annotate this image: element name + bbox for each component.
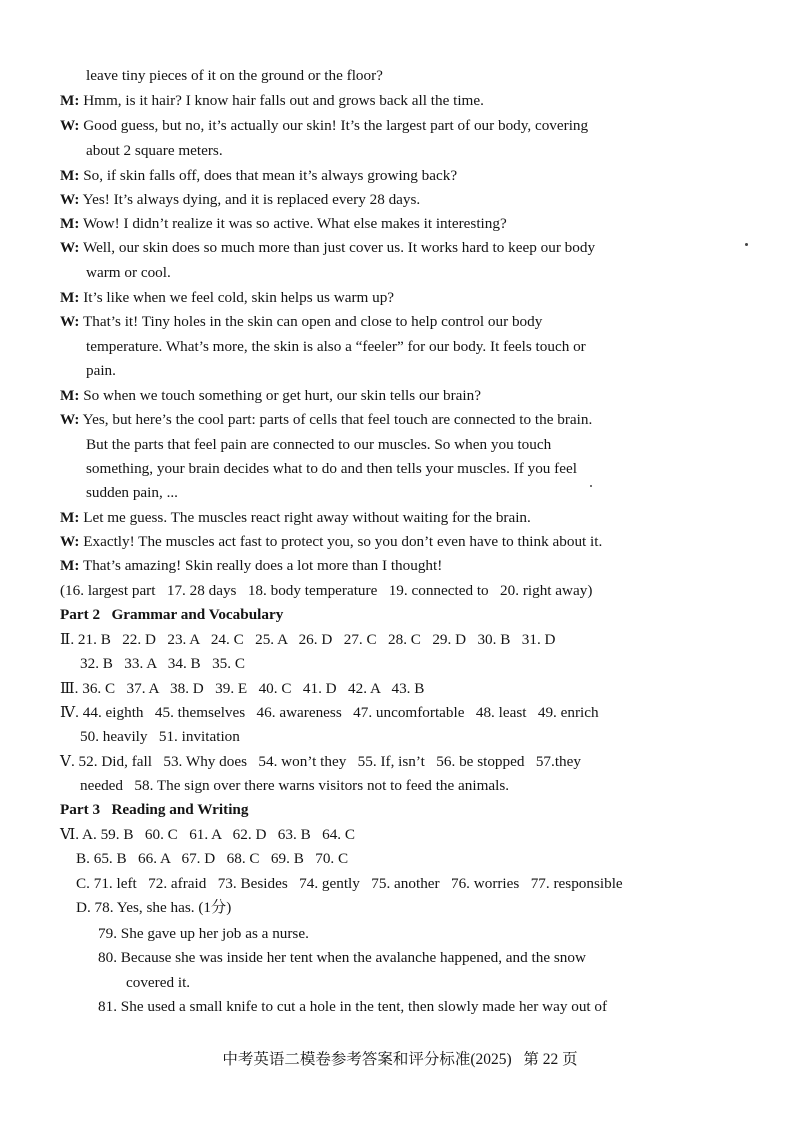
dialogue-line: M: Hmm, is it hair? I know hair falls out and grows back all the time. [60,92,484,109]
answer-line: covered it. [126,974,191,991]
dialogue-line: M: It’s like when we feel cold, skin helps us warm up? [60,289,395,306]
dialogue-line: pain. [86,362,116,379]
part3-heading: Part 3 Reading and Writing [60,801,249,818]
answer-line: Ⅴ. 52. Did, fall 53. Why does 54. won’t they 55. If, isn’t 56. be stopped 57.they [60,753,581,770]
dialogue-line: But the parts that feel pain are connected to our muscles. So when you touch [86,436,552,453]
answer-line: 79. She gave up her job as a nurse. [98,925,309,942]
dialogue-line: W: That’s it! Tiny holes in the skin can open and close to help control our body [60,313,543,330]
answer-line: 32. B 33. A 34. B 35. C [80,655,245,672]
dialogue-line: W: Well, our skin does so much more than just cover us. It works hard to keep our body [60,239,596,256]
dialogue-line: W: Exactly! The muscles act fast to protect you, so you don’t even have to think about it. [60,533,603,550]
dialogue-line: W: Yes! It’s always dying, and it is replaced every 28 days. [60,191,421,208]
answer-line: Ⅵ. A. 59. B 60. C 61. A 62. D 63. B 64. C [60,826,356,843]
answer-line: C. 71. left 72. afraid 73. Besides 74. gently 75. another 76. worries 77. responsible [76,875,623,892]
part2-heading: Part 2 Grammar and Vocabulary [60,606,284,623]
dialogue-line: W: Good guess, but no, it’s actually our skin! It’s the largest part of our body, covering [60,117,589,134]
dialogue-line: M: That’s amazing! Skin really does a lot more than I thought! [60,557,443,574]
scan-speck [590,485,592,487]
answer-line: Ⅱ. 21. B 22. D 23. A 24. C 25. A 26. D 27. C 28. C 29. D 30. B 31. D [60,631,556,648]
scan-speck [745,243,748,246]
dialogue-line: leave tiny pieces of it on the ground or the floor? [86,67,383,84]
answer-line: 50. heavily 51. invitation [80,728,240,745]
page-footer: 中考英语二模卷参考答案和评分标准(2025) 第 22 页 [222,1051,578,1068]
dialogue-line: sudden pain, ... [86,484,178,501]
answer-line: Ⅲ. 36. C 37. A 38. D 39. E 40. C 41. D 42. A 43. B [60,680,425,697]
answer-line: 80. Because she was inside her tent when the avalanche happened, and the snow [98,949,586,966]
answer-line: 81. She used a small knife to cut a hole in the tent, then slowly made her way out of [98,998,608,1015]
answer-line: Ⅳ. 44. eighth 45. themselves 46. awareness 47. uncomfortable 48. least 49. enrich [60,704,599,721]
answer-line: D. 78. Yes, she has. (1分) [76,899,232,916]
dialogue-line: W: Yes, but here’s the cool part: parts of cells that feel touch are connected to the brain. [60,411,593,428]
dialogue-line: M: Wow! I didn’t realize it was so active. What else makes it interesting? [60,215,507,232]
dialogue-line: about 2 square meters. [86,142,223,159]
dialogue-line: M: Let me guess. The muscles react right away without waiting for the brain. [60,509,531,526]
dialogue-line: temperature. What’s more, the skin is also a “feeler” for our body. It feels touch or [86,338,586,355]
dialogue-line: something, your brain decides what to do and then tells your muscles. If you feel [86,460,577,477]
dialogue-line: M: So, if skin falls off, does that mean it’s always growing back? [60,167,458,184]
dialogue-line: warm or cool. [86,264,171,281]
answer-line: needed 58. The sign over there warns visitors not to feed the animals. [80,777,510,794]
answer-line: B. 65. B 66. A 67. D 68. C 69. B 70. C [76,850,349,867]
dialogue-line: M: So when we touch something or get hurt, our skin tells our brain? [60,387,481,404]
listening-answer-key: (16. largest part 17. 28 days 18. body temperature 19. connected to 20. right away) [60,582,593,599]
